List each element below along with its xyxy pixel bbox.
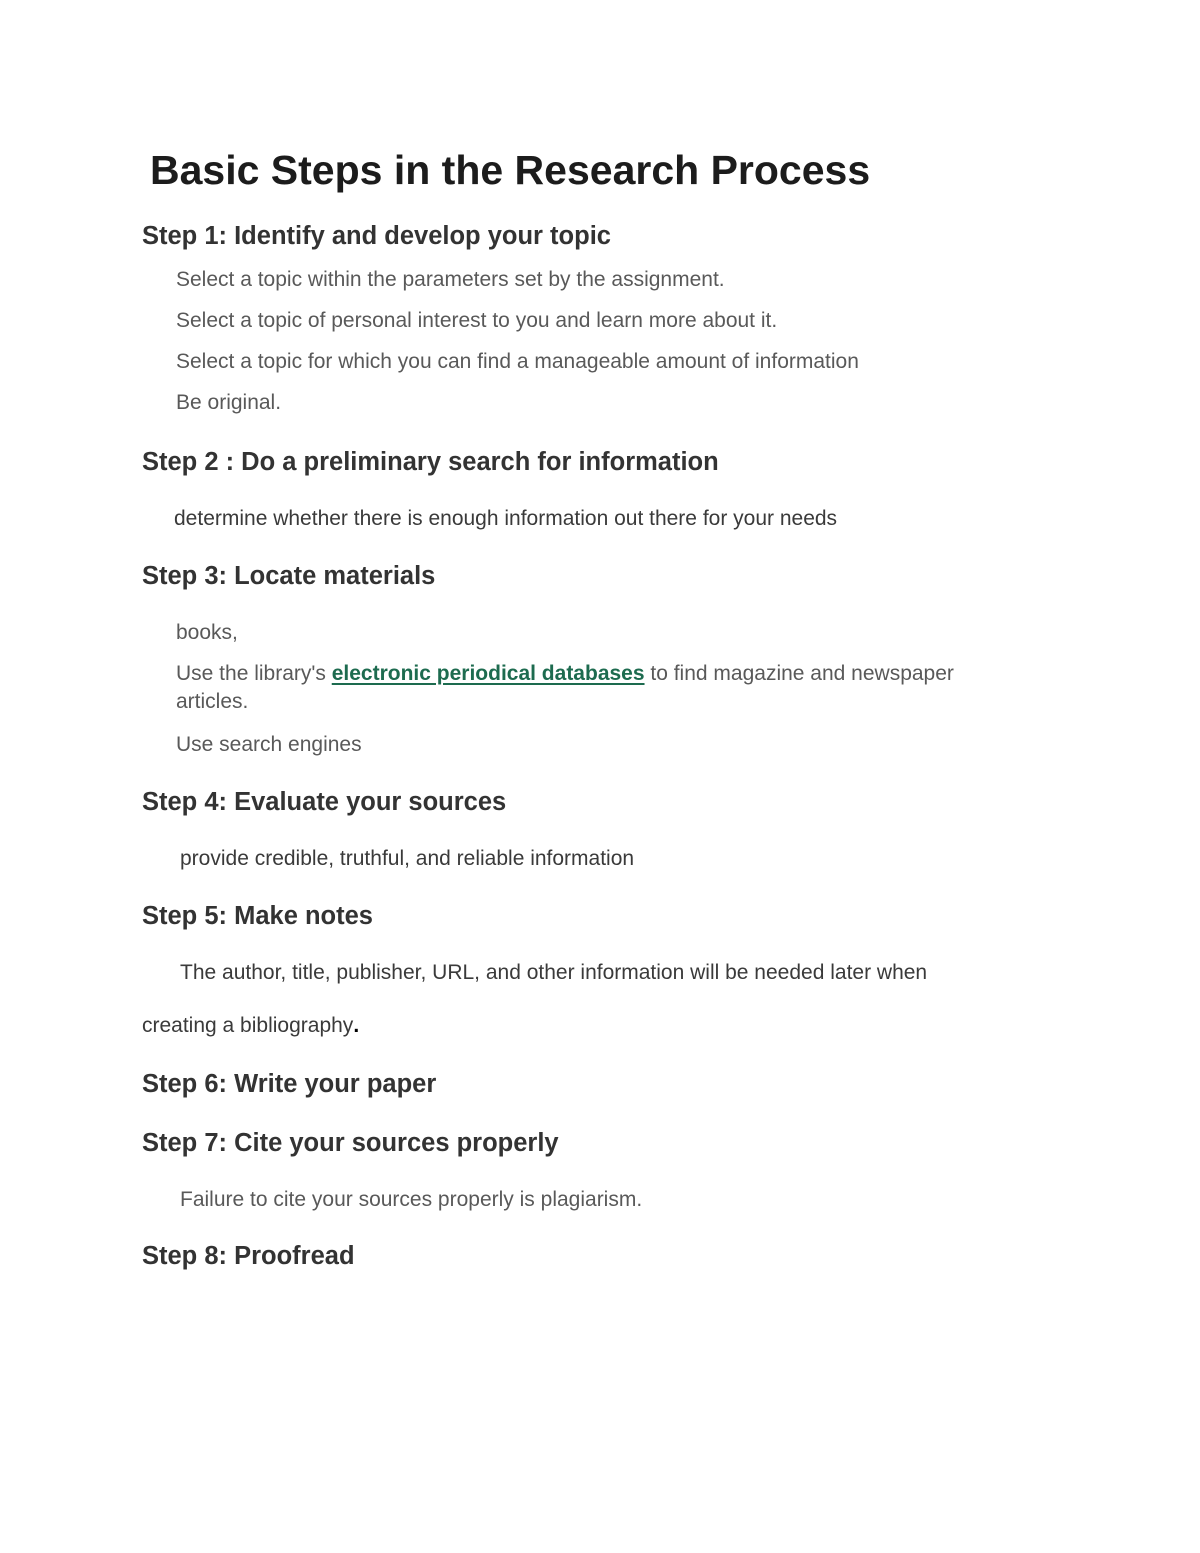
step-7-item-1: Failure to cite your sources properly is plagiarism. [180,1188,643,1211]
step-3-item-search-engines: Use search engines [176,733,362,756]
step-5-continuation-text: creating a bibliography [142,1014,354,1037]
databases-text-articles: articles. [176,690,249,713]
step-7-heading: Step 7: Cite your sources properly [142,1129,559,1157]
step-1-item-4: Be original. [176,391,282,414]
step-2-item-1: determine whether there is enough information out there for your needs [174,507,838,530]
step-5-continuation [142,1012,359,1040]
databases-text-after: to find magazine and newspaper [644,662,954,685]
page-title: Basic Steps in the Research Process [150,147,871,193]
step-2-heading: Step 2 : Do a preliminary search for information [142,448,719,476]
electronic-periodical-databases-link[interactable]: electronic periodical databases [331,662,645,685]
step-1-item-1: Select a topic within the parameters set by the assignment. [176,268,725,291]
step-3-heading: Step 3: Locate materials [142,562,436,590]
step-5-continuation-period: . [353,1014,360,1037]
step-4-heading: Step 4: Evaluate your sources [142,788,507,816]
step-1-item-2: Select a topic of personal interest to you and learn more about it. [176,309,778,332]
step-8-heading: Step 8: Proofread [142,1242,355,1270]
step-5-item-1: The author, title, publisher, URL, and other information will be needed later when [180,961,928,984]
step-5-heading: Step 5: Make notes [142,902,373,930]
step-1-item-3: Select a topic for which you can find a manageable amount of information [176,350,859,373]
step-4-item-1: provide credible, truthful, and reliable information [180,847,635,870]
step-1-heading: Step 1: Identify and develop your topic [142,222,611,250]
databases-text-before: Use the library's [176,662,332,685]
step-3-item-books: books, [176,621,238,644]
step-6-heading: Step 6: Write your paper [142,1070,437,1098]
step-3-item-databases [176,660,1076,716]
